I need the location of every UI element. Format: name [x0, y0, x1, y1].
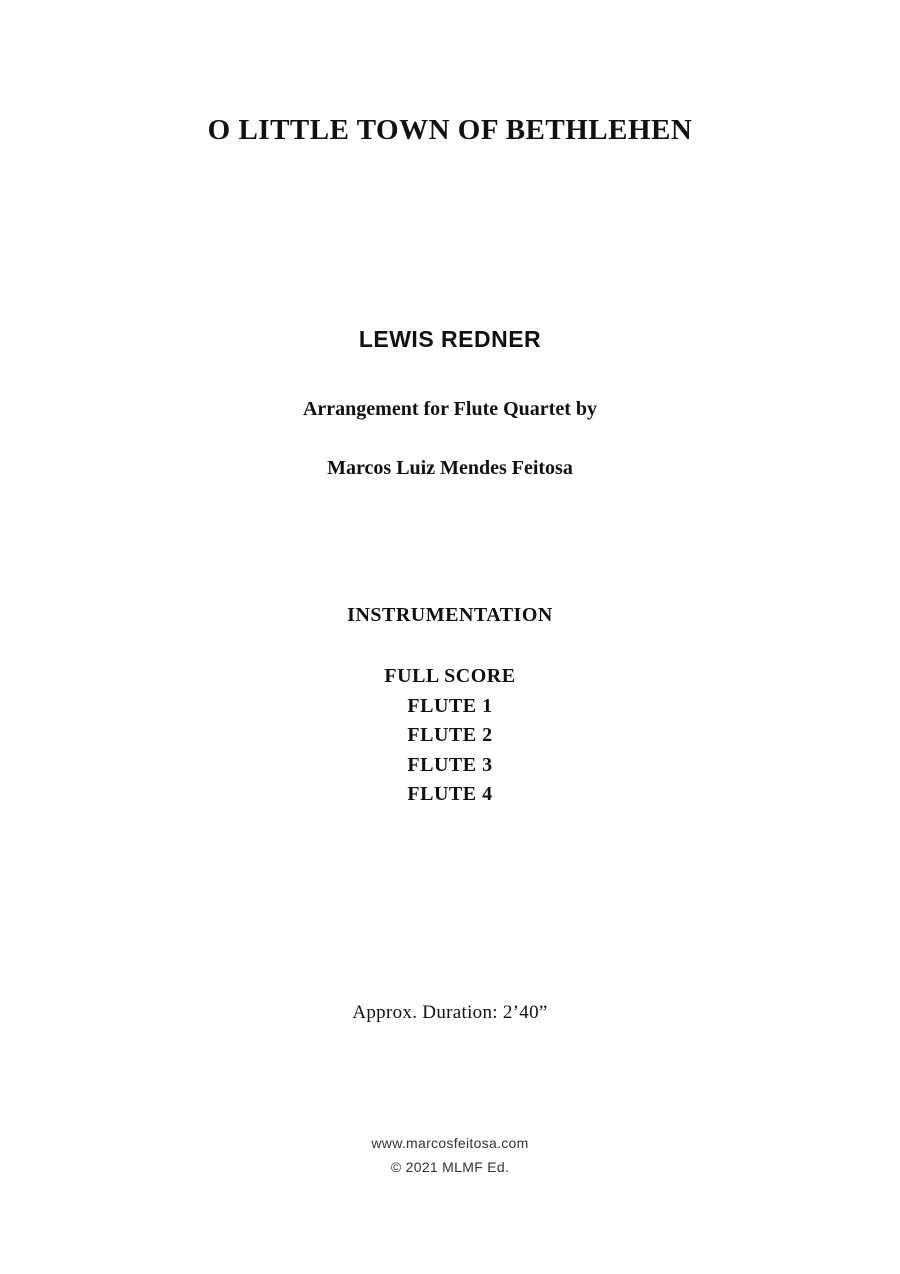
arranger-name: Marcos Luiz Mendes Feitosa [327, 457, 573, 479]
page-title: O LITTLE TOWN OF BETHLEHEN [207, 114, 693, 146]
instrumentation-item-flute-3: FLUTE 3 [407, 753, 493, 776]
footer-copyright: © 2021 MLMF Ed. [390, 1159, 510, 1175]
instrumentation-item-full-score: FULL SCORE [384, 665, 516, 687]
approx-duration: Approx. Duration: 2’40” [352, 1002, 548, 1023]
composer-name: LEWIS REDNER [358, 326, 542, 352]
instrumentation-item-flute-1: FLUTE 1 [407, 694, 493, 717]
footer-website: www.marcosfeitosa.com [371, 1135, 529, 1151]
instrumentation-heading: INSTRUMENTATION [347, 604, 553, 626]
arrangement-line: Arrangement for Flute Quartet by [302, 398, 597, 420]
instrumentation-item-flute-2: FLUTE 2 [407, 724, 493, 746]
instrumentation-item-flute-4: FLUTE 4 [407, 783, 493, 805]
instrumentation-list [0, 662, 900, 810]
